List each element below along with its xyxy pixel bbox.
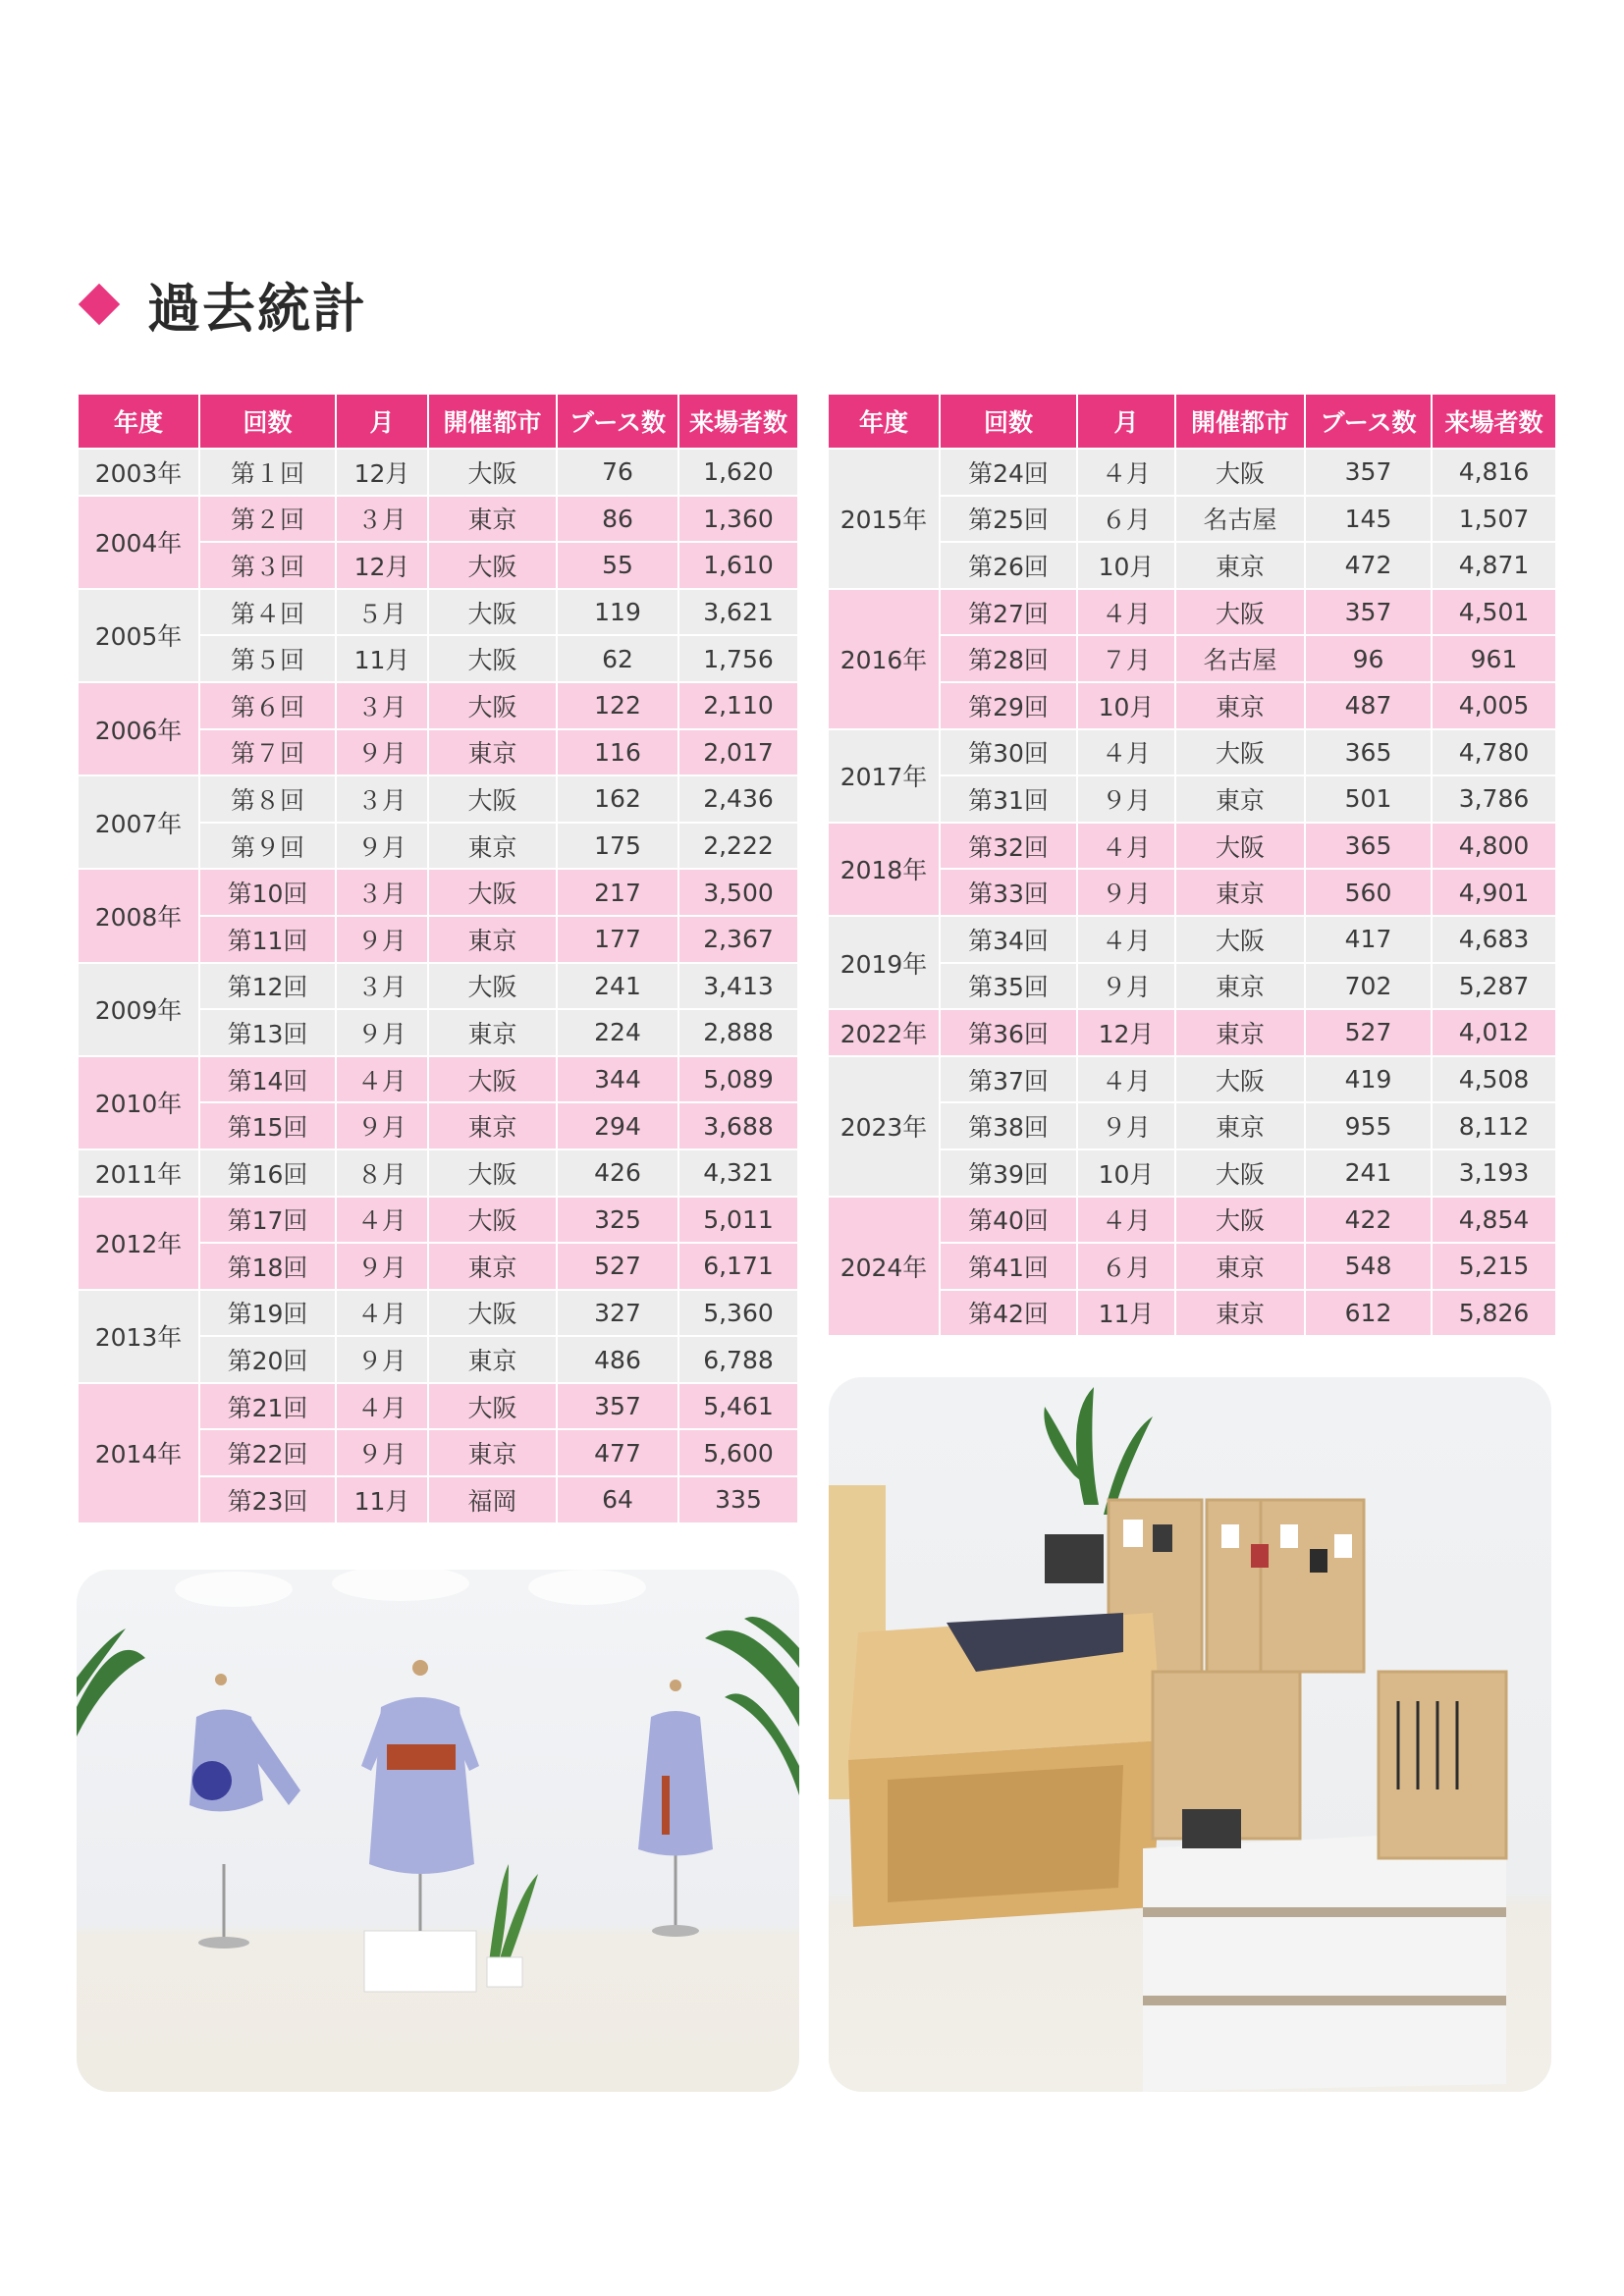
- session-cell: 第７回: [199, 729, 336, 776]
- visitors-cell: 4,871: [1432, 542, 1556, 589]
- table-row: [828, 729, 1556, 776]
- city-cell: 大阪: [1175, 729, 1305, 776]
- session-cell: 第６回: [199, 682, 336, 729]
- header-city: 開催都市: [1175, 394, 1305, 449]
- visitors-cell: 1,620: [678, 449, 798, 496]
- visitors-cell: 2,436: [678, 775, 798, 823]
- session-cell: 第８回: [199, 775, 336, 823]
- table-row: [78, 963, 798, 1010]
- month-cell: 11月: [336, 1476, 428, 1523]
- plant-pot: [487, 1864, 538, 1987]
- table-row: [828, 449, 1556, 496]
- city-cell: 東京: [428, 1009, 557, 1056]
- header-visitors: 来場者数: [678, 394, 798, 449]
- month-cell: ９月: [336, 916, 428, 963]
- month-cell: ４月: [1077, 729, 1175, 776]
- visitors-cell: 5,287: [1432, 963, 1556, 1010]
- visitors-cell: 4,508: [1432, 1056, 1556, 1103]
- city-cell: 大阪: [1175, 1149, 1305, 1197]
- month-cell: ９月: [336, 1102, 428, 1149]
- visitors-cell: 3,621: [678, 589, 798, 636]
- month-cell: ３月: [336, 775, 428, 823]
- booths-cell: 426: [557, 1149, 678, 1197]
- visitors-cell: 4,321: [678, 1149, 798, 1197]
- month-cell: ４月: [1077, 823, 1175, 870]
- visitors-cell: 4,012: [1432, 1009, 1556, 1056]
- city-cell: 東京: [1175, 1009, 1305, 1056]
- city-cell: 東京: [1175, 1243, 1305, 1290]
- session-cell: 第９回: [199, 823, 336, 870]
- month-cell: 10月: [1077, 542, 1175, 589]
- city-cell: 東京: [428, 1336, 557, 1383]
- month-cell: ４月: [1077, 1056, 1175, 1103]
- visitors-cell: 2,888: [678, 1009, 798, 1056]
- month-cell: 10月: [1077, 682, 1175, 729]
- table-row: [78, 1197, 798, 1244]
- session-cell: 第14回: [199, 1056, 336, 1103]
- year-cell: 2007年: [78, 775, 199, 869]
- visitors-cell: 5,011: [678, 1197, 798, 1244]
- month-cell: ７月: [1077, 635, 1175, 682]
- booths-cell: 702: [1305, 963, 1432, 1010]
- city-cell: 大阪: [428, 1290, 557, 1337]
- session-cell: 第25回: [940, 496, 1077, 543]
- month-cell: ６月: [1077, 1243, 1175, 1290]
- booths-cell: 365: [1305, 729, 1432, 776]
- session-cell: 第10回: [199, 869, 336, 916]
- booths-cell: 357: [557, 1383, 678, 1430]
- session-cell: 第12回: [199, 963, 336, 1010]
- year-cell: 2008年: [78, 869, 199, 962]
- visitors-cell: 6,171: [678, 1243, 798, 1290]
- city-cell: 東京: [1175, 1290, 1305, 1337]
- booths-cell: 477: [557, 1429, 678, 1476]
- header-visitors: 来場者数: [1432, 394, 1556, 449]
- month-cell: ９月: [1077, 775, 1175, 823]
- table-row: [828, 823, 1556, 870]
- city-cell: 大阪: [428, 775, 557, 823]
- booths-cell: 116: [557, 729, 678, 776]
- session-cell: 第22回: [199, 1429, 336, 1476]
- booths-cell: 419: [1305, 1056, 1432, 1103]
- table-row: [828, 916, 1556, 963]
- month-cell: ９月: [336, 823, 428, 870]
- year-cell: 2009年: [78, 963, 199, 1056]
- month-cell: ４月: [1077, 589, 1175, 636]
- booths-cell: 486: [557, 1336, 678, 1383]
- city-cell: 大阪: [428, 635, 557, 682]
- booths-cell: 241: [1305, 1149, 1432, 1197]
- plant-left: [77, 1629, 145, 1736]
- month-cell: ９月: [336, 729, 428, 776]
- stats-table-right: [827, 393, 1557, 1337]
- city-cell: 東京: [428, 823, 557, 870]
- visitors-cell: 4,780: [1432, 729, 1556, 776]
- session-cell: 第20回: [199, 1336, 336, 1383]
- city-cell: 東京: [1175, 775, 1305, 823]
- month-cell: 12月: [1077, 1009, 1175, 1056]
- booths-cell: 548: [1305, 1243, 1432, 1290]
- city-cell: 大阪: [428, 682, 557, 729]
- month-cell: ８月: [336, 1149, 428, 1197]
- year-cell: 2015年: [828, 449, 940, 589]
- month-cell: ９月: [336, 1429, 428, 1476]
- month-cell: ３月: [336, 496, 428, 543]
- city-cell: 大阪: [428, 1056, 557, 1103]
- header-session: 回数: [199, 394, 336, 449]
- month-cell: ６月: [1077, 496, 1175, 543]
- booths-cell: 122: [557, 682, 678, 729]
- city-cell: 大阪: [1175, 449, 1305, 496]
- page-title: 過去統計: [147, 277, 367, 340]
- booths-cell: 241: [557, 963, 678, 1010]
- visitors-cell: 3,413: [678, 963, 798, 1010]
- visitors-cell: 5,461: [678, 1383, 798, 1430]
- year-cell: 2005年: [78, 589, 199, 682]
- header-booths: ブース数: [557, 394, 678, 449]
- year-cell: 2011年: [78, 1149, 199, 1197]
- table-row: [828, 1009, 1556, 1056]
- month-cell: ３月: [336, 869, 428, 916]
- year-cell: 2013年: [78, 1290, 199, 1383]
- month-cell: ４月: [1077, 449, 1175, 496]
- booths-cell: 217: [557, 869, 678, 916]
- session-cell: 第13回: [199, 1009, 336, 1056]
- month-cell: ５月: [336, 589, 428, 636]
- session-cell: 第５回: [199, 635, 336, 682]
- year-cell: 2016年: [828, 589, 940, 729]
- session-cell: 第35回: [940, 963, 1077, 1010]
- visitors-cell: 4,501: [1432, 589, 1556, 636]
- table-row: [78, 449, 798, 496]
- year-cell: 2012年: [78, 1197, 199, 1290]
- booths-cell: 162: [557, 775, 678, 823]
- session-cell: 第36回: [940, 1009, 1077, 1056]
- city-cell: 東京: [428, 916, 557, 963]
- visitors-cell: 4,816: [1432, 449, 1556, 496]
- city-cell: 大阪: [428, 963, 557, 1010]
- stats-table-left: [77, 393, 799, 1524]
- plant-top: [1044, 1387, 1153, 1515]
- city-cell: 大阪: [428, 589, 557, 636]
- session-cell: 第４回: [199, 589, 336, 636]
- header-session: 回数: [940, 394, 1077, 449]
- month-cell: ９月: [1077, 1102, 1175, 1149]
- table-row: [78, 1149, 798, 1197]
- booths-cell: 224: [557, 1009, 678, 1056]
- table-row: [78, 1056, 798, 1103]
- city-cell: 大阪: [1175, 1056, 1305, 1103]
- month-cell: 11月: [336, 635, 428, 682]
- city-cell: 東京: [1175, 963, 1305, 1010]
- booths-cell: 527: [557, 1243, 678, 1290]
- booth-display-illustration: [829, 1377, 1551, 2092]
- year-cell: 2018年: [828, 823, 940, 916]
- city-cell: 名古屋: [1175, 635, 1305, 682]
- visitors-cell: 5,089: [678, 1056, 798, 1103]
- year-cell: 2022年: [828, 1009, 940, 1056]
- month-cell: ３月: [336, 963, 428, 1010]
- month-cell: 12月: [336, 542, 428, 589]
- session-cell: 第39回: [940, 1149, 1077, 1197]
- session-cell: 第15回: [199, 1102, 336, 1149]
- visitors-cell: 335: [678, 1476, 798, 1523]
- city-cell: 大阪: [428, 1383, 557, 1430]
- month-cell: ４月: [336, 1197, 428, 1244]
- city-cell: 東京: [428, 496, 557, 543]
- session-cell: 第16回: [199, 1149, 336, 1197]
- booths-cell: 62: [557, 635, 678, 682]
- header-month: 月: [336, 394, 428, 449]
- visitors-cell: 3,688: [678, 1102, 798, 1149]
- diamond-icon: [79, 284, 120, 325]
- month-cell: 12月: [336, 449, 428, 496]
- session-cell: 第３回: [199, 542, 336, 589]
- session-cell: 第32回: [940, 823, 1077, 870]
- year-cell: 2023年: [828, 1056, 940, 1197]
- session-cell: 第27回: [940, 589, 1077, 636]
- table-row: [828, 1056, 1556, 1103]
- wooden-table: [848, 1613, 1163, 1927]
- header-city: 開催都市: [428, 394, 557, 449]
- city-cell: 東京: [428, 1243, 557, 1290]
- booths-cell: 294: [557, 1102, 678, 1149]
- booths-cell: 175: [557, 823, 678, 870]
- month-cell: ９月: [1077, 869, 1175, 916]
- session-cell: 第24回: [940, 449, 1077, 496]
- visitors-cell: 2,017: [678, 729, 798, 776]
- year-cell: 2019年: [828, 916, 940, 1009]
- table-row: [828, 589, 1556, 636]
- year-cell: 2004年: [78, 496, 199, 589]
- mannequin-center: [361, 1660, 479, 1992]
- city-cell: 大阪: [428, 1149, 557, 1197]
- booths-cell: 86: [557, 496, 678, 543]
- visitors-cell: 4,854: [1432, 1197, 1556, 1244]
- month-cell: ４月: [336, 1056, 428, 1103]
- visitors-cell: 3,193: [1432, 1149, 1556, 1197]
- visitors-cell: 1,507: [1432, 496, 1556, 543]
- month-cell: ９月: [336, 1243, 428, 1290]
- year-cell: 2006年: [78, 682, 199, 775]
- booths-cell: 365: [1305, 823, 1432, 870]
- month-cell: ３月: [336, 682, 428, 729]
- month-cell: ４月: [1077, 1197, 1175, 1244]
- session-cell: 第29回: [940, 682, 1077, 729]
- session-cell: 第28回: [940, 635, 1077, 682]
- session-cell: 第18回: [199, 1243, 336, 1290]
- booths-cell: 325: [557, 1197, 678, 1244]
- table-row: [78, 496, 798, 543]
- year-cell: 2010年: [78, 1056, 199, 1149]
- qr-card: [1045, 1534, 1104, 1583]
- booths-cell: 119: [557, 589, 678, 636]
- visitors-cell: 2,222: [678, 823, 798, 870]
- visitors-cell: 4,005: [1432, 682, 1556, 729]
- booths-cell: 955: [1305, 1102, 1432, 1149]
- visitors-cell: 2,367: [678, 916, 798, 963]
- mannequin-left: [189, 1674, 300, 1949]
- booths-cell: 527: [1305, 1009, 1432, 1056]
- city-cell: 大阪: [428, 449, 557, 496]
- city-cell: 東京: [1175, 682, 1305, 729]
- city-cell: 東京: [428, 729, 557, 776]
- visitors-cell: 1,610: [678, 542, 798, 589]
- year-cell: 2017年: [828, 729, 940, 823]
- table-row: [78, 682, 798, 729]
- visitors-cell: 961: [1432, 635, 1556, 682]
- table-row: [78, 775, 798, 823]
- month-cell: ４月: [1077, 916, 1175, 963]
- city-cell: 名古屋: [1175, 496, 1305, 543]
- session-cell: 第23回: [199, 1476, 336, 1523]
- visitors-cell: 1,756: [678, 635, 798, 682]
- year-cell: 2014年: [78, 1383, 199, 1523]
- booths-cell: 501: [1305, 775, 1432, 823]
- month-cell: ９月: [336, 1336, 428, 1383]
- month-cell: ４月: [336, 1290, 428, 1337]
- city-cell: 大阪: [1175, 1197, 1305, 1244]
- booths-cell: 472: [1305, 542, 1432, 589]
- session-cell: 第42回: [940, 1290, 1077, 1337]
- session-cell: 第１回: [199, 449, 336, 496]
- session-cell: 第41回: [940, 1243, 1077, 1290]
- year-cell: 2024年: [828, 1197, 940, 1337]
- session-cell: 第11回: [199, 916, 336, 963]
- table-header-row: [828, 394, 1556, 449]
- visitors-cell: 4,683: [1432, 916, 1556, 963]
- city-cell: 大阪: [1175, 916, 1305, 963]
- booths-cell: 417: [1305, 916, 1432, 963]
- header-year: 年度: [828, 394, 940, 449]
- city-cell: 東京: [428, 1429, 557, 1476]
- city-cell: 大阪: [428, 542, 557, 589]
- session-cell: 第21回: [199, 1383, 336, 1430]
- city-cell: 東京: [428, 1102, 557, 1149]
- booth-display-photo: [829, 1377, 1551, 2092]
- section-title: [77, 265, 367, 344]
- visitors-cell: 5,826: [1432, 1290, 1556, 1337]
- booths-cell: 612: [1305, 1290, 1432, 1337]
- booths-cell: 145: [1305, 496, 1432, 543]
- visitors-cell: 6,788: [678, 1336, 798, 1383]
- visitors-cell: 4,901: [1432, 869, 1556, 916]
- session-cell: 第２回: [199, 496, 336, 543]
- visitors-cell: 5,215: [1432, 1243, 1556, 1290]
- table-row: [78, 1290, 798, 1337]
- visitors-cell: 5,600: [678, 1429, 798, 1476]
- city-cell: 福岡: [428, 1476, 557, 1523]
- session-cell: 第34回: [940, 916, 1077, 963]
- booths-cell: 357: [1305, 589, 1432, 636]
- header-booths: ブース数: [1305, 394, 1432, 449]
- booths-cell: 422: [1305, 1197, 1432, 1244]
- table-row: [78, 589, 798, 636]
- mannequin-display-illustration: [77, 1570, 799, 2092]
- mannequin-display-photo: [77, 1570, 799, 2092]
- session-cell: 第33回: [940, 869, 1077, 916]
- booths-cell: 357: [1305, 449, 1432, 496]
- session-cell: 第17回: [199, 1197, 336, 1244]
- session-cell: 第30回: [940, 729, 1077, 776]
- visitors-cell: 3,500: [678, 869, 798, 916]
- session-cell: 第40回: [940, 1197, 1077, 1244]
- booths-cell: 560: [1305, 869, 1432, 916]
- session-cell: 第19回: [199, 1290, 336, 1337]
- session-cell: 第26回: [940, 542, 1077, 589]
- booths-cell: 64: [557, 1476, 678, 1523]
- city-cell: 東京: [1175, 542, 1305, 589]
- visitors-cell: 4,800: [1432, 823, 1556, 870]
- visitors-cell: 5,360: [678, 1290, 798, 1337]
- session-cell: 第38回: [940, 1102, 1077, 1149]
- table-row: [828, 1197, 1556, 1244]
- table-header-row: [78, 394, 798, 449]
- visitors-cell: 2,110: [678, 682, 798, 729]
- city-cell: 東京: [1175, 1102, 1305, 1149]
- year-cell: 2003年: [78, 449, 199, 496]
- month-cell: 10月: [1077, 1149, 1175, 1197]
- session-cell: 第31回: [940, 775, 1077, 823]
- city-cell: 大阪: [1175, 589, 1305, 636]
- table-row: [78, 1383, 798, 1430]
- session-cell: 第37回: [940, 1056, 1077, 1103]
- booths-cell: 344: [557, 1056, 678, 1103]
- visitors-cell: 3,786: [1432, 775, 1556, 823]
- booths-cell: 55: [557, 542, 678, 589]
- city-cell: 大阪: [428, 869, 557, 916]
- visitors-cell: 1,360: [678, 496, 798, 543]
- booths-cell: 327: [557, 1290, 678, 1337]
- city-cell: 大阪: [1175, 823, 1305, 870]
- booths-cell: 487: [1305, 682, 1432, 729]
- plant-right: [705, 1617, 799, 1795]
- header-month: 月: [1077, 394, 1175, 449]
- city-cell: 東京: [1175, 869, 1305, 916]
- month-cell: ９月: [336, 1009, 428, 1056]
- month-cell: ４月: [336, 1383, 428, 1430]
- month-cell: ９月: [1077, 963, 1175, 1010]
- booths-cell: 96: [1305, 635, 1432, 682]
- booths-cell: 76: [557, 449, 678, 496]
- header-year: 年度: [78, 394, 199, 449]
- mannequin-right: [638, 1680, 713, 1937]
- month-cell: 11月: [1077, 1290, 1175, 1337]
- white-counter: [1143, 1672, 1506, 2092]
- city-cell: 大阪: [428, 1197, 557, 1244]
- table-row: [78, 869, 798, 916]
- booths-cell: 177: [557, 916, 678, 963]
- visitors-cell: 8,112: [1432, 1102, 1556, 1149]
